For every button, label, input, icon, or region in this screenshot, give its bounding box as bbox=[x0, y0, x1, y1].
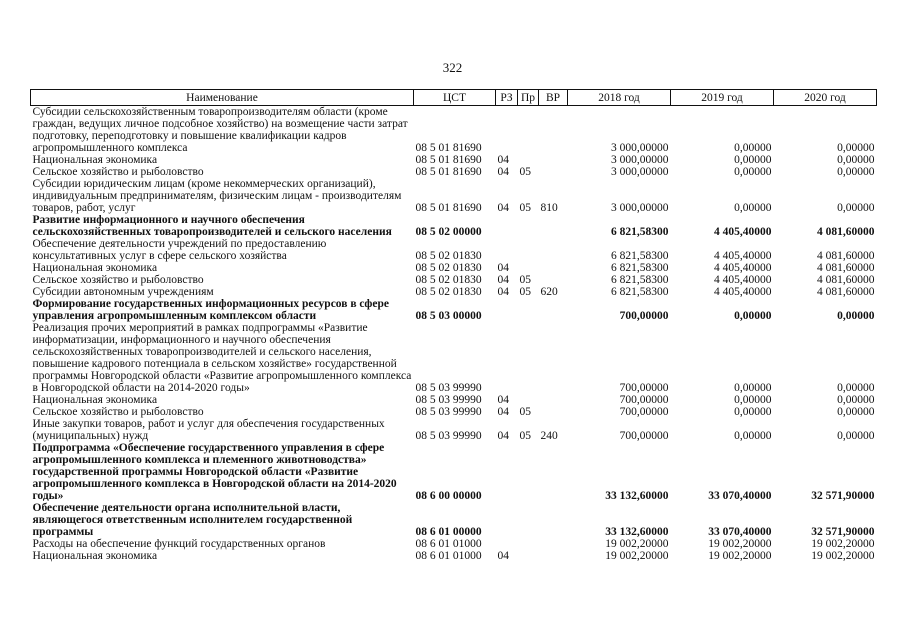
row-name: Национальная экономика bbox=[32, 394, 158, 406]
row-name: Субсидии юридическим лицам (кроме некоммерческих организаций), индивидуальным предпринимателям, физическим лицам - производителям товаров, работ, услуг bbox=[32, 178, 402, 214]
row-2020: 4 081,60000 bbox=[817, 286, 875, 298]
row-2020: 32 571,90000 bbox=[811, 490, 875, 502]
row-pr bbox=[518, 442, 539, 502]
header-pr: Пр bbox=[518, 90, 539, 106]
row-2019: 4 405,40000 bbox=[714, 226, 772, 238]
row-pr bbox=[518, 298, 539, 322]
row-2020: 0,00000 bbox=[837, 406, 875, 418]
row-2020: 4 081,60000 bbox=[817, 274, 875, 286]
row-2019: 19 002,20000 bbox=[708, 538, 772, 550]
row-2019: 4 405,40000 bbox=[714, 286, 772, 298]
row-vr bbox=[539, 538, 568, 550]
row-2018: 700,00000 bbox=[619, 382, 669, 394]
row-2020: 19 002,20000 bbox=[811, 550, 875, 562]
row-name: Формирование государственных информационных ресурсов в сфере управления агропромышленным комплексом области bbox=[32, 298, 389, 322]
row-rz: 04 bbox=[497, 550, 509, 562]
row-2018: 33 132,60000 bbox=[605, 526, 669, 538]
header-2018: 2018 год bbox=[568, 90, 671, 106]
row-vr bbox=[539, 262, 568, 274]
row-name: Сельское хозяйство и рыболовство bbox=[32, 274, 204, 286]
row-2020: 0,00000 bbox=[837, 202, 875, 214]
row-2019: 0,00000 bbox=[734, 394, 772, 406]
row-cst: 08 5 02 01830 bbox=[415, 262, 482, 274]
row-cst: 08 5 02 01830 bbox=[415, 274, 482, 286]
row-name: Субсидии сельскохозяйственным товаропроизводителям области (кроме граждан, ведущих личное подсобное хозяйство) на возмещение части затрат подготовку, переподготовку и повышение квалификации кадров агропромышленного комплекса bbox=[32, 106, 408, 154]
row-2019: 4 405,40000 bbox=[714, 262, 772, 274]
row-2018: 3 000,00000 bbox=[611, 166, 669, 178]
row-pr: 05 bbox=[519, 430, 531, 442]
row-name: Субсидии автономным учреждениям bbox=[32, 286, 214, 298]
table-row bbox=[31, 550, 877, 562]
row-2020: 0,00000 bbox=[837, 154, 875, 166]
row-pr bbox=[518, 502, 539, 538]
table-row bbox=[31, 538, 877, 550]
row-2020: 4 081,60000 bbox=[817, 250, 875, 262]
row-cst: 08 5 01 81690 bbox=[415, 202, 482, 214]
row-cst: 08 5 02 01830 bbox=[415, 286, 482, 298]
row-cst: 08 5 02 01830 bbox=[415, 250, 482, 262]
row-rz: 04 bbox=[497, 286, 509, 298]
row-name: Расходы на обеспечение функций государственных органов bbox=[32, 538, 326, 550]
table-row bbox=[31, 166, 877, 178]
row-vr: 240 bbox=[540, 430, 558, 442]
row-vr bbox=[539, 106, 568, 155]
row-name: Обеспечение деятельности учреждений по предоставлению консультативных услуг в сфере сельского хозяйства bbox=[32, 238, 327, 262]
row-rz: 04 bbox=[497, 202, 509, 214]
table-row bbox=[31, 178, 877, 214]
row-2018: 19 002,20000 bbox=[605, 538, 669, 550]
row-pr: 05 bbox=[519, 274, 531, 286]
row-2019: 4 405,40000 bbox=[714, 250, 772, 262]
row-pr bbox=[518, 262, 539, 274]
table-row bbox=[31, 238, 877, 262]
row-cst: 08 5 01 81690 bbox=[415, 142, 482, 154]
row-2018: 33 132,60000 bbox=[605, 490, 669, 502]
row-vr bbox=[539, 502, 568, 538]
row-name: Сельское хозяйство и рыболовство bbox=[32, 406, 204, 418]
row-2020: 32 571,90000 bbox=[811, 526, 875, 538]
row-name: Национальная экономика bbox=[32, 550, 158, 562]
row-vr bbox=[539, 406, 568, 418]
budget-table bbox=[30, 89, 877, 562]
header-cst: ЦСТ bbox=[414, 90, 496, 106]
row-cst: 08 5 03 99990 bbox=[415, 394, 482, 406]
table-row bbox=[31, 322, 877, 394]
table-row bbox=[31, 214, 877, 238]
row-rz: 04 bbox=[497, 394, 509, 406]
page-number: 322 bbox=[442, 60, 463, 75]
row-name: Национальная экономика bbox=[32, 154, 158, 166]
row-2020: 0,00000 bbox=[837, 310, 875, 322]
row-rz: 04 bbox=[497, 406, 509, 418]
row-2020: 4 081,60000 bbox=[817, 226, 875, 238]
row-name: Обеспечение деятельности органа исполнительной власти, являющегося ответственным исполнителем государственной программы bbox=[32, 502, 353, 538]
row-rz bbox=[496, 238, 518, 262]
row-vr bbox=[539, 214, 568, 238]
row-rz bbox=[496, 106, 518, 155]
row-2018: 6 821,58300 bbox=[611, 274, 669, 286]
row-vr bbox=[539, 166, 568, 178]
row-2019: 0,00000 bbox=[734, 202, 772, 214]
row-2018: 700,00000 bbox=[619, 406, 669, 418]
table-row bbox=[31, 298, 877, 322]
row-2018: 6 821,58300 bbox=[611, 226, 669, 238]
row-vr bbox=[539, 322, 568, 394]
header-name: Наименование bbox=[31, 90, 414, 106]
row-rz: 04 bbox=[497, 262, 509, 274]
row-rz bbox=[496, 538, 518, 550]
row-pr bbox=[518, 538, 539, 550]
row-cst: 08 5 03 99990 bbox=[415, 406, 482, 418]
row-2018: 19 002,20000 bbox=[605, 550, 669, 562]
row-2020: 0,00000 bbox=[837, 142, 875, 154]
row-2019: 0,00000 bbox=[734, 142, 772, 154]
row-cst: 08 5 03 99990 bbox=[415, 430, 482, 442]
row-2018: 6 821,58300 bbox=[611, 286, 669, 298]
row-2018: 3 000,00000 bbox=[611, 154, 669, 166]
row-cst: 08 6 00 00000 bbox=[415, 490, 482, 502]
row-name: Реализация прочих мероприятий в рамках подпрограммы «Развитие информатизации, информационного и научного обеспечения сельскохозяйственных товаропроизводителей и сельского населения, повышение кадрового потенциала в сельском хозяйстве» государственной программы Новгородской области «Развитие агропромышленного комплекса в Новгородской области на 2014-2020 годы» bbox=[32, 322, 412, 394]
table-row bbox=[31, 154, 877, 166]
row-pr: 05 bbox=[519, 166, 531, 178]
row-2019: 0,00000 bbox=[734, 430, 772, 442]
row-2020: 0,00000 bbox=[837, 382, 875, 394]
row-2018: 6 821,58300 bbox=[611, 262, 669, 274]
row-rz: 04 bbox=[497, 274, 509, 286]
row-cst: 08 6 01 00000 bbox=[415, 526, 482, 538]
row-name: Подпрограмма «Обеспечение государственного управления в сфере агропромышленного комплекса и племенного животноводства» государственной программы Новгородской области «Развитие агропромышленного комплекса в Новгородской области на 2014-2020 годы» bbox=[32, 442, 397, 502]
row-vr bbox=[539, 274, 568, 286]
row-vr: 620 bbox=[540, 286, 558, 298]
row-pr bbox=[518, 154, 539, 166]
row-rz: 04 bbox=[497, 154, 509, 166]
row-cst: 08 6 01 01000 bbox=[415, 550, 482, 562]
row-vr: 810 bbox=[540, 202, 558, 214]
row-2018: 700,00000 bbox=[619, 394, 669, 406]
row-cst: 08 5 02 00000 bbox=[415, 226, 482, 238]
table-row bbox=[31, 274, 877, 286]
row-2019: 0,00000 bbox=[734, 382, 772, 394]
row-pr bbox=[518, 550, 539, 562]
row-rz bbox=[496, 322, 518, 394]
row-2018: 6 821,58300 bbox=[611, 250, 669, 262]
row-2020: 0,00000 bbox=[837, 394, 875, 406]
row-vr bbox=[539, 550, 568, 562]
row-cst: 08 5 03 99990 bbox=[415, 382, 482, 394]
header-2019: 2019 год bbox=[671, 90, 774, 106]
row-rz: 04 bbox=[497, 166, 509, 178]
row-2020: 0,00000 bbox=[837, 430, 875, 442]
row-vr bbox=[539, 154, 568, 166]
row-2018: 3 000,00000 bbox=[611, 142, 669, 154]
row-name: Сельское хозяйство и рыболовство bbox=[32, 166, 204, 178]
row-vr bbox=[539, 298, 568, 322]
row-pr bbox=[518, 322, 539, 394]
table-body bbox=[31, 106, 877, 563]
row-cst: 08 6 01 01000 bbox=[415, 538, 482, 550]
row-pr: 05 bbox=[519, 406, 531, 418]
table-row bbox=[31, 286, 877, 298]
row-vr bbox=[539, 394, 568, 406]
row-rz bbox=[496, 214, 518, 238]
row-2019: 19 002,20000 bbox=[708, 550, 772, 562]
row-rz bbox=[496, 298, 518, 322]
row-2019: 0,00000 bbox=[734, 406, 772, 418]
row-pr bbox=[518, 214, 539, 238]
row-2018: 3 000,00000 bbox=[611, 202, 669, 214]
table-row bbox=[31, 418, 877, 442]
table-row bbox=[31, 442, 877, 502]
row-name: Иные закупки товаров, работ и услуг для обеспечения государственных (муниципальных) нужд bbox=[32, 418, 385, 442]
row-rz bbox=[496, 502, 518, 538]
row-2020: 19 002,20000 bbox=[811, 538, 875, 550]
row-rz bbox=[496, 442, 518, 502]
table-row bbox=[31, 406, 877, 418]
row-2019: 0,00000 bbox=[734, 166, 772, 178]
row-2019: 0,00000 bbox=[734, 310, 772, 322]
row-2019: 0,00000 bbox=[734, 154, 772, 166]
row-2018: 700,00000 bbox=[619, 310, 669, 322]
row-vr bbox=[539, 442, 568, 502]
header-rz: РЗ bbox=[496, 90, 518, 106]
header-2020: 2020 год bbox=[774, 90, 877, 106]
table-row bbox=[31, 502, 877, 538]
row-2019: 4 405,40000 bbox=[714, 274, 772, 286]
table-row bbox=[31, 106, 877, 155]
row-rz: 04 bbox=[497, 430, 509, 442]
table-header-row bbox=[31, 90, 877, 106]
row-pr: 05 bbox=[519, 202, 531, 214]
row-pr bbox=[518, 394, 539, 406]
row-pr bbox=[518, 106, 539, 155]
row-name: Национальная экономика bbox=[32, 262, 158, 274]
row-2019: 33 070,40000 bbox=[708, 526, 772, 538]
table-row bbox=[31, 262, 877, 274]
row-name: Развитие информационного и научного обеспечения сельскохозяйственных товаропроизводителей и сельского населения bbox=[32, 214, 392, 238]
table-row bbox=[31, 394, 877, 406]
header-vr: ВР bbox=[539, 90, 568, 106]
row-cst: 08 5 01 81690 bbox=[415, 154, 482, 166]
row-cst: 08 5 03 00000 bbox=[415, 310, 482, 322]
row-cst: 08 5 01 81690 bbox=[415, 166, 482, 178]
row-vr bbox=[539, 238, 568, 262]
row-2020: 4 081,60000 bbox=[817, 262, 875, 274]
row-pr: 05 bbox=[519, 286, 531, 298]
row-2018: 700,00000 bbox=[619, 430, 669, 442]
row-2019: 33 070,40000 bbox=[708, 490, 772, 502]
row-2020: 0,00000 bbox=[837, 166, 875, 178]
row-pr bbox=[518, 238, 539, 262]
